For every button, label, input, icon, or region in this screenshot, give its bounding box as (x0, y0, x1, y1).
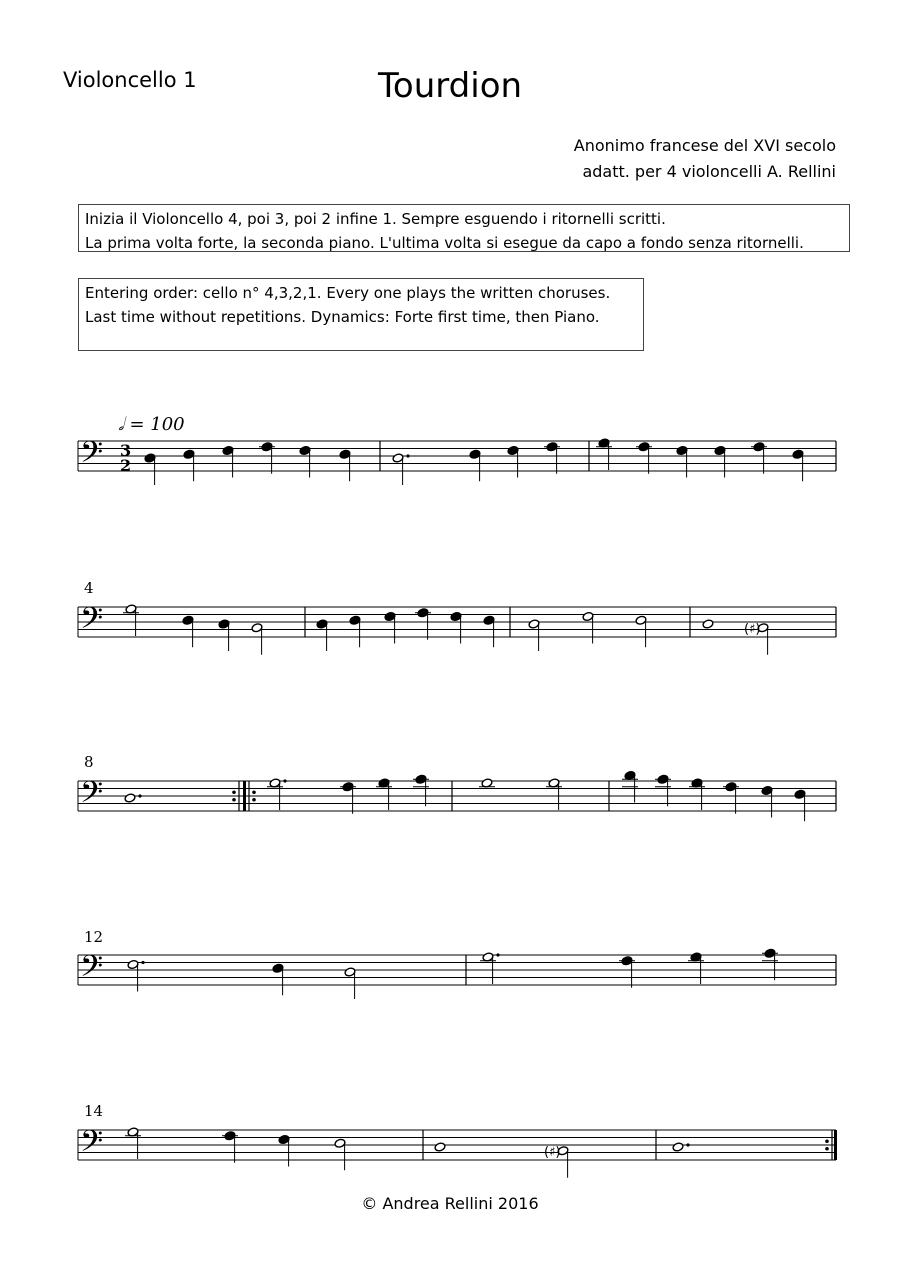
bass-clef-icon: 𝄢 (80, 436, 104, 477)
tempo-marking: 𝅗𝅥 = 100 (118, 414, 185, 435)
piece-title: Tourdion (377, 66, 523, 106)
augmentation-dot (496, 953, 499, 956)
augmentation-dot (686, 1143, 689, 1146)
arranger-credit: adatt. per 4 violoncelli A. Rellini (582, 162, 836, 181)
instructions-italian-line1: Inizia il Violoncello 4, poi 3, poi 2 infine 1. Sempre esguendo i ritornelli scritti. (85, 210, 666, 228)
instructions-english-line1: Entering order: cello n° 4,3,2,1. Every one plays the written choruses. (85, 284, 611, 302)
cautionary-sharp: (♯) (544, 1144, 561, 1160)
bass-clef-icon: 𝄢 (80, 950, 104, 991)
repeat-dot (232, 790, 236, 794)
augmentation-dot (138, 794, 141, 797)
repeat-dot (825, 1139, 829, 1143)
composer-credit: Anonimo francese del XVI secolo (573, 136, 836, 155)
bass-clef-icon: 𝄢 (80, 1125, 104, 1166)
note-head (124, 793, 136, 803)
measure-number-14: 14 (84, 1102, 104, 1120)
augmentation-dot (283, 779, 286, 782)
note-head (672, 1142, 684, 1152)
part-name: Violoncello 1 (63, 68, 197, 92)
time-signature-top: 3 (120, 441, 132, 460)
bass-clef-icon: 𝄢 (80, 776, 104, 817)
repeat-dot (232, 798, 236, 802)
instructions-english-line2: Last time without repetitions. Dynamics: Forte first time, then Piano. (85, 308, 600, 326)
note-head (702, 619, 714, 629)
copyright: © Andrea Rellini 2016 (361, 1194, 539, 1213)
repeat-dot (825, 1147, 829, 1151)
repeat-dot (252, 798, 256, 802)
note-head (434, 1142, 446, 1152)
augmentation-dot (141, 961, 144, 964)
measure-number-4: 4 (84, 579, 94, 597)
instructions-italian-line2: La prima volta forte, la seconda piano. L'ultima volta si esegue da capo a fondo senza ritornelli. (85, 234, 804, 252)
measure-number-12: 12 (84, 928, 104, 946)
measure-number-8: 8 (84, 753, 94, 771)
cautionary-sharp: (♯) (744, 621, 761, 637)
bass-clef-icon: 𝄢 (80, 602, 104, 643)
time-signature-bottom: 2 (120, 456, 132, 475)
final-barline (834, 1130, 837, 1160)
repeat-barline (243, 781, 246, 811)
augmentation-dot (406, 454, 409, 457)
repeat-dot (252, 790, 256, 794)
